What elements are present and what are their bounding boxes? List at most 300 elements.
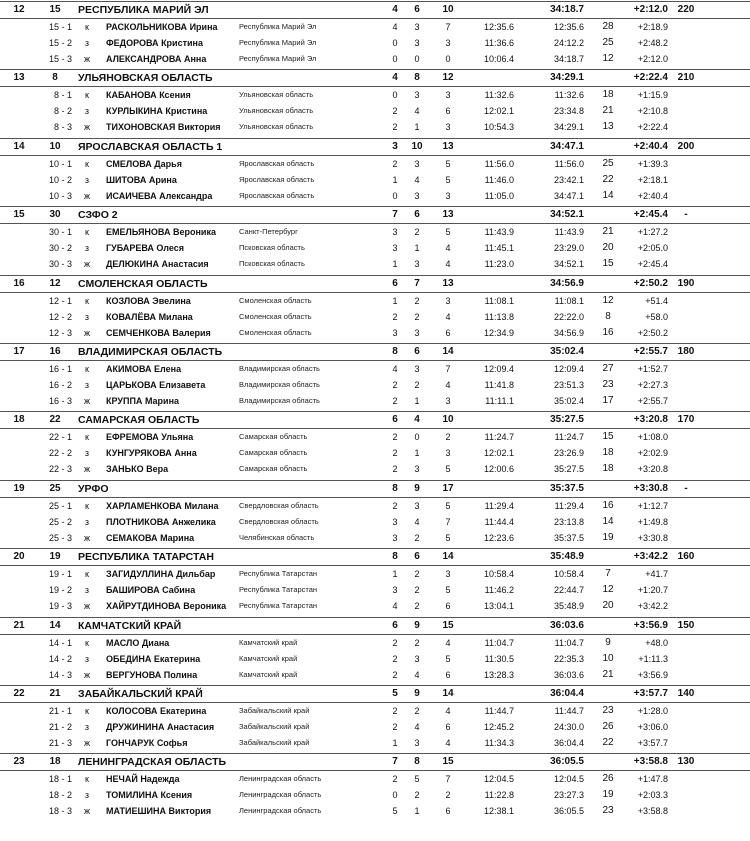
athlete-region: Свердловская область xyxy=(239,500,319,510)
athlete-bib: 21 - 2 xyxy=(48,722,72,732)
athlete-penalty-1: 2 xyxy=(392,653,398,664)
team-penalty-2: 9 xyxy=(414,482,420,494)
athlete-penalty-2: 2 xyxy=(414,569,420,580)
athlete-gap: +2:18.9 xyxy=(637,22,668,32)
athlete-penalty-total: 4 xyxy=(445,637,451,648)
athlete-leg: ж xyxy=(83,464,91,475)
athlete-penalty-2: 2 xyxy=(414,227,420,238)
athlete-cumulative-time: 34:29.1 xyxy=(553,122,584,133)
athlete-penalty-total: 4 xyxy=(445,380,451,390)
athlete-penalty-2: 1 xyxy=(414,448,420,459)
athlete-leg-time: 11:22.8 xyxy=(484,790,514,801)
athlete-name xyxy=(106,635,169,651)
athlete-bib: 22 - 1 xyxy=(48,432,72,443)
athlete-row xyxy=(0,309,750,325)
athlete-region: Псковская область xyxy=(239,243,305,253)
athlete-penalty-2: 3 xyxy=(414,90,420,101)
athlete-surname: АКИМОВА xyxy=(106,364,152,374)
athlete-row xyxy=(0,188,750,204)
athlete-leg: ж xyxy=(83,54,91,64)
team-penalty-2: 6 xyxy=(414,4,420,15)
athlete-leg-time: 12:35.6 xyxy=(483,22,514,32)
team-gap: +3:20.8 xyxy=(633,414,668,426)
athlete-penalty-total: 6 xyxy=(445,669,451,680)
athlete-cumulative-time: 35:37.5 xyxy=(553,532,584,543)
athlete-penalty-2: 2 xyxy=(414,790,420,801)
athlete-leg: к xyxy=(85,22,89,32)
athlete-gap: +1:20.7 xyxy=(637,585,668,596)
team-row xyxy=(0,69,750,87)
athlete-penalty-2: 3 xyxy=(414,738,420,748)
athlete-leg: ж xyxy=(83,669,91,680)
athlete-penalty-total: 6 xyxy=(445,722,451,732)
athlete-row xyxy=(0,429,750,445)
athlete-penalty-2: 3 xyxy=(414,464,420,475)
team-gap: +2:55.7 xyxy=(633,346,668,357)
athlete-region: Санкт-Петербург xyxy=(239,227,298,237)
athlete-position: 19 xyxy=(602,531,614,543)
team-penalty-1: 5 xyxy=(392,688,398,699)
athlete-gap: +1:28.0 xyxy=(637,706,668,716)
athlete-row xyxy=(0,103,750,119)
athlete-leg-time: 11:29.4 xyxy=(484,500,514,511)
athlete-gap: +3:58.8 xyxy=(637,806,668,817)
athlete-penalty-1: 2 xyxy=(392,396,398,406)
athlete-leg: з xyxy=(84,38,90,48)
team-penalty-total: 15 xyxy=(442,756,454,768)
athlete-row xyxy=(0,667,750,683)
athlete-surname: МАТИЕШИНА xyxy=(106,806,167,817)
athlete-penalty-2: 2 xyxy=(414,295,420,306)
athlete-bib: 19 - 3 xyxy=(48,601,72,612)
athlete-penalty-total: 6 xyxy=(445,806,451,817)
athlete-leg-time: 11:05.0 xyxy=(484,190,514,201)
athlete-leg: з xyxy=(84,448,90,459)
athlete-region: Ульяновская область xyxy=(239,106,314,116)
athlete-row xyxy=(0,19,750,35)
athlete-gap: +3:56.9 xyxy=(637,669,668,680)
athlete-surname: ЦАРЬКОВА xyxy=(106,380,157,390)
athlete-region: Ярославская область xyxy=(239,190,315,200)
athlete-position: 25 xyxy=(602,37,614,48)
athlete-first-name: Олеся xyxy=(156,243,185,254)
athlete-gap: +1:11.3 xyxy=(638,653,668,664)
team-time: 35:02.4 xyxy=(550,346,584,357)
athlete-penalty-1: 2 xyxy=(392,122,398,133)
athlete-surname: КОВАЛЁВА xyxy=(106,311,157,322)
athlete-leg-time: 11:24.7 xyxy=(484,432,514,443)
athlete-row xyxy=(0,156,750,172)
team-row xyxy=(0,480,750,498)
athlete-penalty-1: 3 xyxy=(392,227,398,238)
athlete-row xyxy=(0,293,750,309)
athlete-bib: 30 - 1 xyxy=(48,227,72,238)
athlete-bib: 14 - 2 xyxy=(48,653,72,664)
athlete-position: 14 xyxy=(602,515,614,527)
team-gap: +3:57.7 xyxy=(633,688,668,699)
team-gap: +3:30.8 xyxy=(633,482,668,494)
athlete-name xyxy=(106,803,211,819)
athlete-gap: +3:06.0 xyxy=(637,722,668,732)
athlete-cumulative-time: 11:56.0 xyxy=(554,158,584,169)
athlete-penalty-2: 2 xyxy=(414,706,420,716)
athlete-surname: ЕМЕЛЬЯНОВА xyxy=(106,227,171,238)
athlete-row xyxy=(0,445,750,461)
athlete-name xyxy=(106,461,168,477)
athlete-surname: ГОНЧАРУК xyxy=(106,738,155,748)
team-name: ЛЕНИНГРАДСКАЯ ОБЛАСТЬ xyxy=(78,756,227,769)
team-penalty-2: 6 xyxy=(414,551,420,563)
team-row xyxy=(0,685,750,703)
athlete-region: Забайкальский край xyxy=(239,706,310,715)
athlete-first-name: Марина xyxy=(144,396,180,406)
team-place: 17 xyxy=(13,346,25,357)
athlete-first-name: Дильбар xyxy=(176,569,216,580)
athlete-name xyxy=(106,240,184,256)
athlete-row xyxy=(0,119,750,135)
team-penalty-1: 7 xyxy=(392,756,398,768)
athlete-penalty-2: 0 xyxy=(414,432,420,443)
athlete-region: Камчатский край xyxy=(239,653,298,663)
athlete-leg: з xyxy=(84,380,90,390)
athlete-surname: ГУБАРЕВА xyxy=(106,243,154,254)
athlete-penalty-total: 4 xyxy=(445,738,451,748)
athlete-first-name: Марина xyxy=(160,532,195,543)
athlete-penalty-2: 2 xyxy=(414,532,420,543)
athlete-first-name: Ксения xyxy=(160,790,193,801)
team-penalty-1: 6 xyxy=(392,277,398,289)
team-time: 36:04.4 xyxy=(550,688,584,699)
athlete-cumulative-time: 23:27.3 xyxy=(553,790,584,801)
team-number: 8 xyxy=(52,72,58,84)
athlete-name xyxy=(106,498,219,514)
team-row xyxy=(0,548,750,566)
athlete-name xyxy=(106,172,177,188)
athlete-leg-time: 12:00.6 xyxy=(483,464,514,475)
athlete-bib: 15 - 2 xyxy=(48,38,72,48)
athlete-penalty-total: 7 xyxy=(445,364,451,374)
athlete-bib: 12 - 3 xyxy=(48,327,72,338)
athlete-cumulative-time: 22:22.0 xyxy=(553,311,584,322)
athlete-leg: з xyxy=(84,106,90,117)
athlete-gap: +51.4 xyxy=(645,295,668,306)
athlete-cumulative-time: 34:47.1 xyxy=(553,190,584,201)
athlete-name xyxy=(106,445,197,461)
athlete-leg: з xyxy=(84,516,90,527)
athlete-leg-time: 11:46.2 xyxy=(484,585,514,596)
athlete-penalty-2: 2 xyxy=(414,637,420,648)
team-number: 25 xyxy=(49,482,61,494)
athlete-surname: КУРЛЫКИНА xyxy=(106,106,163,117)
athlete-region: Ленинградская область xyxy=(239,774,322,784)
athlete-penalty-2: 3 xyxy=(414,327,420,338)
team-penalty-2: 9 xyxy=(414,619,420,631)
athlete-bib: 14 - 1 xyxy=(48,637,72,648)
team-number: 21 xyxy=(49,688,61,699)
athlete-row xyxy=(0,240,750,256)
team-penalty-2: 8 xyxy=(414,72,420,84)
athlete-penalty-total: 6 xyxy=(445,327,451,338)
athlete-cumulative-time: 23:13.8 xyxy=(553,516,584,527)
athlete-penalty-2: 2 xyxy=(414,311,420,322)
athlete-position: 19 xyxy=(602,789,614,801)
athlete-penalty-2: 3 xyxy=(414,653,420,664)
team-row xyxy=(0,753,750,771)
team-penalty-1: 8 xyxy=(392,346,398,357)
athlete-leg-time: 11:43.9 xyxy=(484,227,514,238)
team-row xyxy=(0,343,750,361)
athlete-position: 28 xyxy=(602,21,614,32)
athlete-penalty-1: 2 xyxy=(392,448,398,459)
athlete-first-name: Елена xyxy=(154,364,182,374)
athlete-first-name: Анна xyxy=(183,54,207,64)
athlete-bib: 25 - 2 xyxy=(48,516,72,527)
athlete-penalty-1: 2 xyxy=(392,158,398,169)
athlete-first-name: Милана xyxy=(158,311,193,322)
athlete-penalty-total: 6 xyxy=(445,106,451,117)
team-place: 13 xyxy=(13,72,25,84)
athlete-row xyxy=(0,498,750,514)
athlete-cumulative-time: 12:35.6 xyxy=(553,22,584,32)
athlete-row xyxy=(0,51,750,67)
athlete-leg: к xyxy=(85,295,89,306)
athlete-bib: 16 - 3 xyxy=(48,396,72,406)
athlete-leg-time: 13:28.3 xyxy=(483,669,514,680)
athlete-row xyxy=(0,514,750,530)
team-points: 200 xyxy=(677,140,695,152)
athlete-penalty-2: 1 xyxy=(414,243,420,254)
team-row xyxy=(0,275,750,293)
athlete-leg: з xyxy=(84,585,90,596)
athlete-leg: з xyxy=(84,243,90,254)
athlete-gap: +2:48.2 xyxy=(637,38,668,48)
athlete-first-name: Сабина xyxy=(162,585,196,596)
team-name: СЗФО 2 xyxy=(78,209,118,222)
team-penalty-1: 4 xyxy=(392,72,398,84)
athlete-surname: ПЛОТНИКОВА xyxy=(106,516,170,527)
athlete-first-name: Ксения xyxy=(159,90,191,101)
team-number: 30 xyxy=(49,209,61,221)
team-gap: +2:45.4 xyxy=(633,209,668,221)
athlete-penalty-total: 3 xyxy=(445,122,451,133)
athlete-first-name: Валерия xyxy=(172,327,211,338)
athlete-penalty-total: 4 xyxy=(445,311,451,322)
athlete-surname: КОЗЛОВА xyxy=(106,295,150,306)
team-penalty-1: 3 xyxy=(392,140,398,152)
athlete-surname: ВЕРГУНОВА xyxy=(106,669,162,680)
team-number: 19 xyxy=(49,551,61,563)
athlete-first-name: Софья xyxy=(156,738,188,748)
athlete-position: 8 xyxy=(605,310,611,322)
team-penalty-1: 7 xyxy=(392,209,398,221)
team-points: 160 xyxy=(677,551,695,563)
athlete-first-name: Виктория xyxy=(168,806,212,817)
athlete-first-name: Вероника xyxy=(183,601,227,612)
athlete-region: Камчатский край xyxy=(239,637,298,647)
athlete-gap: +1:08.0 xyxy=(637,432,668,443)
team-penalty-2: 6 xyxy=(414,346,420,357)
athlete-first-name: Вера xyxy=(146,464,169,475)
athlete-penalty-2: 2 xyxy=(414,601,420,612)
athlete-penalty-1: 5 xyxy=(392,806,398,817)
team-penalty-2: 6 xyxy=(414,209,420,221)
athlete-cumulative-time: 11:08.1 xyxy=(554,295,584,306)
team-time: 36:03.6 xyxy=(550,619,584,631)
athlete-gap: +2:10.8 xyxy=(637,106,668,117)
athlete-surname: АЛЕКСАНДРОВА xyxy=(106,54,182,64)
athlete-first-name: Анна xyxy=(174,448,197,459)
athlete-gap: +3:57.7 xyxy=(637,738,668,748)
athlete-position: 26 xyxy=(602,773,614,785)
team-row xyxy=(0,411,750,429)
athlete-leg: ж xyxy=(83,327,91,338)
athlete-penalty-1: 1 xyxy=(392,174,398,185)
team-place: 16 xyxy=(13,277,25,289)
athlete-leg: з xyxy=(84,311,90,322)
athlete-leg-time: 11:41.8 xyxy=(484,380,514,390)
team-time: 34:47.1 xyxy=(550,140,584,152)
athlete-region: Челябинская область xyxy=(239,532,315,542)
athlete-penalty-1: 2 xyxy=(392,500,398,511)
team-penalty-2: 4 xyxy=(414,414,420,426)
athlete-surname: ДЕЛЮКИНА xyxy=(106,259,159,270)
athlete-region: Свердловская область xyxy=(239,516,319,526)
team-number: 14 xyxy=(49,619,61,631)
athlete-cumulative-time: 11:04.7 xyxy=(554,637,584,648)
athlete-leg-time: 11:32.6 xyxy=(484,90,514,101)
athlete-name xyxy=(106,377,205,393)
athlete-region: Ленинградская область xyxy=(239,806,322,816)
team-penalty-total: 10 xyxy=(442,4,454,15)
team-points: 180 xyxy=(677,346,695,357)
athlete-gap: +1:52.7 xyxy=(637,364,668,374)
team-place: 18 xyxy=(13,414,25,426)
team-place: 22 xyxy=(13,688,25,699)
athlete-leg: з xyxy=(84,722,90,732)
athlete-penalty-1: 0 xyxy=(392,54,398,64)
athlete-leg: ж xyxy=(83,396,91,406)
athlete-cumulative-time: 23:26.9 xyxy=(553,448,584,459)
team-penalty-1: 4 xyxy=(392,4,398,15)
athlete-row xyxy=(0,530,750,546)
athlete-gap: +2:18.1 xyxy=(637,174,668,185)
team-penalty-1: 6 xyxy=(392,619,398,631)
athlete-penalty-2: 1 xyxy=(414,396,420,406)
athlete-gap: +2:45.4 xyxy=(637,259,668,270)
athlete-cumulative-time: 36:05.5 xyxy=(553,806,584,817)
athlete-first-name: Диана xyxy=(141,637,170,648)
athlete-position: 15 xyxy=(602,258,614,270)
team-place: 14 xyxy=(13,140,25,152)
athlete-first-name: Эвелина xyxy=(152,295,191,306)
athlete-leg-time: 12:34.9 xyxy=(483,327,514,338)
athlete-penalty-1: 4 xyxy=(392,364,398,374)
athlete-region: Ярославская область xyxy=(239,158,315,168)
team-gap: +3:56.9 xyxy=(633,619,668,631)
athlete-region: Ярославская область xyxy=(239,174,315,184)
athlete-penalty-1: 4 xyxy=(392,22,398,32)
athlete-penalty-total: 3 xyxy=(445,295,451,306)
athlete-name xyxy=(106,293,191,309)
athlete-gap: +2:55.7 xyxy=(637,396,668,406)
athlete-row xyxy=(0,787,750,803)
athlete-bib: 19 - 1 xyxy=(48,569,72,580)
athlete-first-name: Дарья xyxy=(154,158,182,169)
athlete-first-name: Анастасия xyxy=(161,259,209,270)
athlete-row xyxy=(0,703,750,719)
athlete-penalty-1: 4 xyxy=(392,601,398,612)
athlete-gap: +1:12.7 xyxy=(637,500,668,511)
athlete-region: Самарская область xyxy=(239,464,308,474)
athlete-leg-time: 11:44.4 xyxy=(484,516,514,527)
athlete-gap: +2:22.4 xyxy=(637,122,668,133)
athlete-name xyxy=(106,156,182,172)
athlete-penalty-2: 4 xyxy=(414,669,420,680)
athlete-leg: к xyxy=(85,774,89,785)
athlete-name xyxy=(106,361,181,377)
athlete-cumulative-time: 36:03.6 xyxy=(553,669,584,680)
team-penalty-1: 8 xyxy=(392,551,398,563)
athlete-first-name: Надежда xyxy=(140,774,180,785)
athlete-name xyxy=(106,719,214,735)
athlete-surname: РАСКОЛЬНИКОВА xyxy=(106,22,188,32)
athlete-penalty-total: 3 xyxy=(445,90,451,101)
team-penalty-total: 14 xyxy=(442,551,454,563)
athlete-leg-time: 11:45.1 xyxy=(484,243,514,254)
athlete-row xyxy=(0,719,750,735)
athlete-gap: +3:20.8 xyxy=(637,464,668,475)
team-penalty-1: 8 xyxy=(392,482,398,494)
athlete-penalty-2: 4 xyxy=(414,174,420,185)
athlete-name xyxy=(106,582,195,598)
athlete-name xyxy=(106,224,216,240)
athlete-cumulative-time: 11:43.9 xyxy=(554,227,584,238)
athlete-position: 23 xyxy=(602,379,614,390)
athlete-penalty-2: 3 xyxy=(414,190,420,201)
athlete-cumulative-time: 12:04.5 xyxy=(553,774,584,785)
athlete-penalty-1: 1 xyxy=(392,569,398,580)
athlete-first-name: Вероника xyxy=(172,227,216,238)
athlete-bib: 14 - 3 xyxy=(48,669,72,680)
athlete-bib: 12 - 2 xyxy=(48,311,72,322)
athlete-position: 18 xyxy=(602,447,614,459)
team-name: РЕСПУБЛИКА МАРИЙ ЭЛ xyxy=(78,4,209,16)
athlete-gap: +2:12.0 xyxy=(637,54,668,64)
athlete-region: Республика Марий Эл xyxy=(239,38,317,47)
athlete-penalty-1: 2 xyxy=(392,637,398,648)
team-penalty-2: 7 xyxy=(414,277,420,289)
athlete-gap: +41.7 xyxy=(645,569,668,580)
athlete-penalty-1: 2 xyxy=(392,722,398,732)
team-time: 34:56.9 xyxy=(550,277,584,289)
athlete-cumulative-time: 24:12.2 xyxy=(553,38,584,48)
athlete-penalty-total: 3 xyxy=(445,448,451,459)
athlete-leg: ж xyxy=(83,806,91,817)
athlete-surname: ЗАНЬКО xyxy=(106,464,144,475)
athlete-first-name: Арина xyxy=(148,174,177,185)
athlete-bib: 16 - 1 xyxy=(48,364,72,374)
athlete-gap: +1:49.8 xyxy=(637,516,668,527)
athlete-first-name: Милана xyxy=(184,500,219,511)
athlete-gap: +1:39.3 xyxy=(637,158,668,169)
athlete-penalty-1: 2 xyxy=(392,706,398,716)
athlete-position: 16 xyxy=(602,326,614,338)
athlete-leg-time: 12:04.5 xyxy=(483,774,514,785)
athlete-leg-time: 10:58.4 xyxy=(483,569,514,580)
athlete-penalty-2: 4 xyxy=(414,722,420,732)
athlete-bib: 15 - 3 xyxy=(48,54,72,64)
athlete-penalty-2: 0 xyxy=(414,54,420,64)
